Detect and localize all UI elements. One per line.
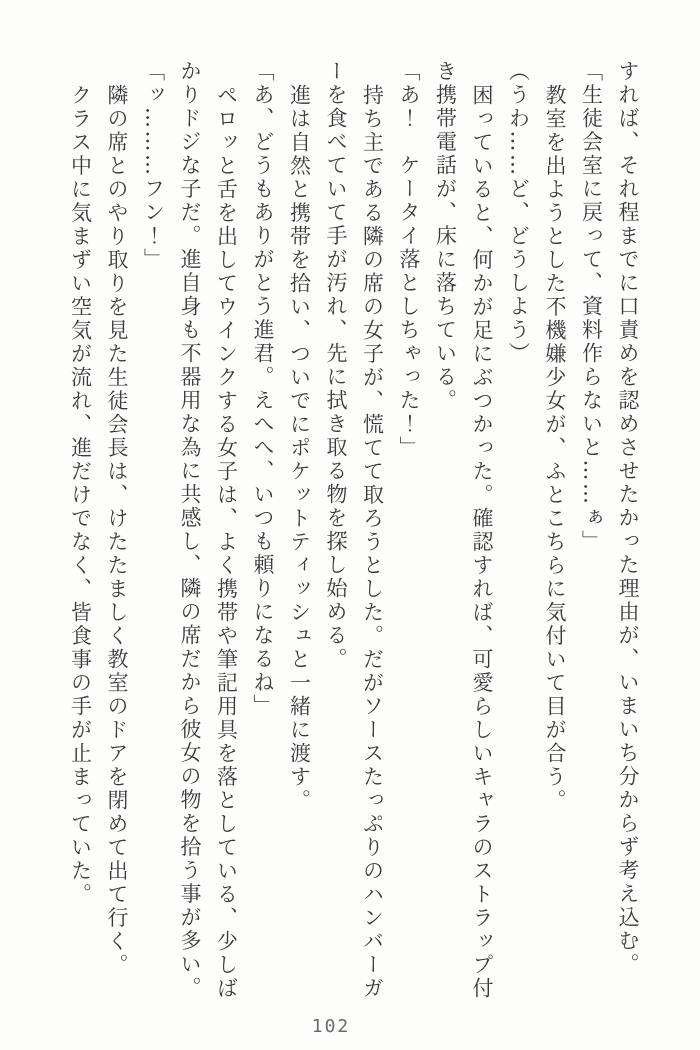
paragraph-continuation: すれば、それ程までに口責めを認めさせたかった理由が、いまいち分からず考え込む。 — [616, 60, 640, 977]
paragraph-narration: ペロッと舌を出してウインクする女子は、よく携帯や筆記用具を落としている、少しばかりドジな子だ。進自身も不器用な為に共感し、隣の席だから彼女の物を拾う事が多い。 — [178, 60, 239, 1000]
paragraph-narration: クラス中に気まずい空気が流れ、進だけでなく、皆食事の手が止まっていた。 — [68, 83, 93, 906]
paragraph-narration: 隣の席とのやり取りを見た生徒会長は、けたたましく教室のドアを閉めて出て行く。 — [105, 83, 129, 977]
paragraph-narration: 教室を出ようとした不機嫌少女が、ふとこちらに気付いて目が合う。 — [543, 83, 567, 812]
page-number: 102 — [311, 1016, 351, 1037]
paragraph-thought: （うわ……ど、どうしよう） — [506, 60, 531, 366]
paragraph-dialogue: 「ッ………フン！」 — [141, 60, 166, 272]
vertical-text-block — [62, 60, 646, 1001]
paragraph-narration: 進は自然と携帯を拾い、ついでにポケットティッシュと一緒に渡す。 — [287, 83, 312, 812]
paragraph-narration: 持ち主である隣の席の女子が、慌てて取ろうとした。だがソースたっぷりのハンバーガーを食べていて手が汚れ、先に拭き取る物を探し始める。 — [324, 60, 385, 1000]
paragraph-dialogue: 「あ、どうもありがとう進君。えへへ、いつも頼りになるね」 — [251, 60, 275, 718]
paragraph-narration: 困っていると、何かが足にぶつかった。確認すれば、可愛らしいキャラのストラップ付き携帯電話が、床に落ちている。 — [433, 60, 494, 1000]
paragraph-dialogue: 「あ！ ケータイ落としちゃった！」 — [397, 60, 421, 460]
paragraph-dialogue: 「生徒会室に戻って、資料作らないと……ぁ」 — [579, 60, 604, 554]
